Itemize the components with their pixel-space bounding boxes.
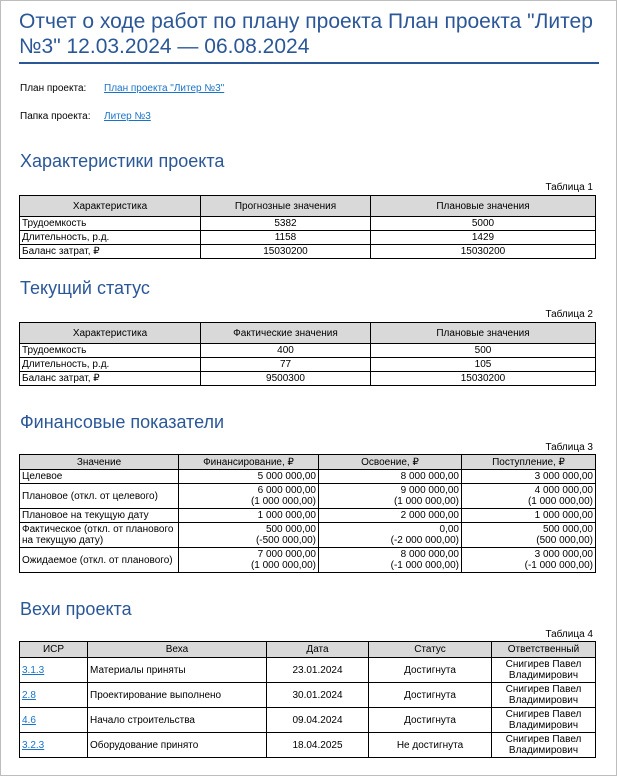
cell: Не достигнута xyxy=(369,733,492,758)
cell: Трудоемкость xyxy=(20,217,201,231)
column-header: Статус xyxy=(369,642,492,658)
cell: 15030200 xyxy=(371,245,596,259)
cell: 500 000,00 (-500 000,00) xyxy=(179,523,319,548)
cell: 5000 xyxy=(371,217,596,231)
table-row xyxy=(20,509,596,523)
report-title: Отчет о ходе работ по плану проекта План проекта "Литер №3" 12.03.2024 — 06.08.2024 xyxy=(19,9,599,64)
cell: Достигнута xyxy=(369,658,492,683)
table-number-4: Таблица 4 xyxy=(545,629,593,640)
table-number-1: Таблица 1 xyxy=(545,182,593,193)
cell: 1 000 000,00 xyxy=(462,509,596,523)
table-row xyxy=(20,708,596,733)
folder-label: Папка проекта: xyxy=(20,111,91,122)
wbs-cell xyxy=(20,733,88,758)
column-header: Плановые значения xyxy=(371,196,596,217)
cell: 9500300 xyxy=(201,372,371,386)
cell: 9 000 000,00 (1 000 000,00) xyxy=(319,484,462,509)
cell: Трудоемкость xyxy=(20,344,201,358)
cell: Фактическое (откл. от планового на текущую дату) xyxy=(20,523,179,548)
cell: 18.04.2025 xyxy=(267,733,369,758)
cell: 4 000 000,00 (1 000 000,00) xyxy=(462,484,596,509)
cell: 1429 xyxy=(371,231,596,245)
folder-link[interactable]: Литер №3 xyxy=(104,111,151,122)
column-header: Характеристика xyxy=(20,196,201,217)
table-row xyxy=(20,372,596,386)
cell: 105 xyxy=(371,358,596,372)
column-header: Дата xyxy=(267,642,369,658)
cell: 3 000 000,00 xyxy=(462,470,596,484)
cell: 23.01.2024 xyxy=(267,658,369,683)
column-header: Характеристика xyxy=(20,323,201,344)
column-header: Освоение, ₽ xyxy=(319,455,462,470)
cell: Длительность, р.д. xyxy=(20,231,201,245)
table-row xyxy=(20,231,596,245)
cell: 5 000 000,00 xyxy=(179,470,319,484)
wbs-link[interactable]: 4.6 xyxy=(22,714,36,726)
section-heading-finance: Финансовые показатели xyxy=(20,412,225,432)
wbs-link[interactable]: 3.1.3 xyxy=(22,664,45,676)
section-heading-milestones: Вехи проекта xyxy=(20,599,132,619)
cell: Достигнута xyxy=(369,683,492,708)
column-header: Ответственный xyxy=(492,642,596,658)
plan-link[interactable]: План проекта "Литер №3" xyxy=(104,83,225,94)
cell: 500 xyxy=(371,344,596,358)
column-header: Прогнозные значения xyxy=(201,196,371,217)
table-row xyxy=(20,358,596,372)
cell: 5382 xyxy=(201,217,371,231)
table-row xyxy=(20,548,596,573)
cell: Снигирев Павел Владимирович xyxy=(492,683,596,708)
cell: Длительность, р.д. xyxy=(20,358,201,372)
wbs-link[interactable]: 3.2.3 xyxy=(22,739,45,751)
table-row xyxy=(20,470,596,484)
status-table xyxy=(19,322,596,386)
cell: Начало строительства xyxy=(88,708,267,733)
cell: 400 xyxy=(201,344,371,358)
section-heading-status: Текущий статус xyxy=(20,278,150,298)
cell: 3 000 000,00 (-1 000 000,00) xyxy=(462,548,596,573)
plan-row xyxy=(20,83,224,94)
cell: Снигирев Павел Владимирович xyxy=(492,708,596,733)
cell: Плановое (откл. от целевого) xyxy=(20,484,179,509)
table-row xyxy=(20,217,596,231)
column-header: Значение xyxy=(20,455,179,470)
cell: 6 000 000,00 (1 000 000,00) xyxy=(179,484,319,509)
cell: 0,00 (-2 000 000,00) xyxy=(319,523,462,548)
wbs-link[interactable]: 2.8 xyxy=(22,689,36,701)
cell: 1158 xyxy=(201,231,371,245)
wbs-cell xyxy=(20,658,88,683)
column-header: Веха xyxy=(88,642,267,658)
cell: 8 000 000,00 (-1 000 000,00) xyxy=(319,548,462,573)
table-row xyxy=(20,733,596,758)
table-row xyxy=(20,523,596,548)
table-number-2: Таблица 2 xyxy=(545,309,593,320)
section-heading-characteristics: Характеристики проекта xyxy=(20,151,225,171)
characteristics-table xyxy=(19,195,596,259)
cell: Материалы приняты xyxy=(88,658,267,683)
column-header: Фактические значения xyxy=(201,323,371,344)
cell: Баланс затрат, ₽ xyxy=(20,372,201,386)
cell: 15030200 xyxy=(201,245,371,259)
cell: 500 000,00 (500 000,00) xyxy=(462,523,596,548)
column-header: ИСР xyxy=(20,642,88,658)
cell: 1 000 000,00 xyxy=(179,509,319,523)
table-row xyxy=(20,658,596,683)
table-row xyxy=(20,344,596,358)
cell: Снигирев Павел Владимирович xyxy=(492,733,596,758)
column-header: Финансирование, ₽ xyxy=(179,455,319,470)
cell: 8 000 000,00 xyxy=(319,470,462,484)
column-header: Поступление, ₽ xyxy=(462,455,596,470)
finance-table xyxy=(19,454,596,573)
table-row xyxy=(20,683,596,708)
wbs-cell xyxy=(20,708,88,733)
plan-label: План проекта: xyxy=(20,83,87,94)
cell: 09.04.2024 xyxy=(267,708,369,733)
cell: Баланс затрат, ₽ xyxy=(20,245,201,259)
wbs-cell xyxy=(20,683,88,708)
cell: Снигирев Павел Владимирович xyxy=(492,658,596,683)
cell: 15030200 xyxy=(371,372,596,386)
cell: Целевое xyxy=(20,470,179,484)
cell: 2 000 000,00 xyxy=(319,509,462,523)
cell: Плановое на текущую дату xyxy=(20,509,179,523)
cell: Достигнута xyxy=(369,708,492,733)
cell: Проектирование выполнено xyxy=(88,683,267,708)
table-row xyxy=(20,484,596,509)
cell: 7 000 000,00 (1 000 000,00) xyxy=(179,548,319,573)
milestones-table xyxy=(19,641,596,758)
cell: 77 xyxy=(201,358,371,372)
folder-row xyxy=(20,111,151,122)
cell: 30.01.2024 xyxy=(267,683,369,708)
table-number-3: Таблица 3 xyxy=(545,442,593,453)
table-row xyxy=(20,245,596,259)
column-header: Плановые значения xyxy=(371,323,596,344)
cell: Оборудование принято xyxy=(88,733,267,758)
cell: Ожидаемое (откл. от планового) xyxy=(20,548,179,573)
